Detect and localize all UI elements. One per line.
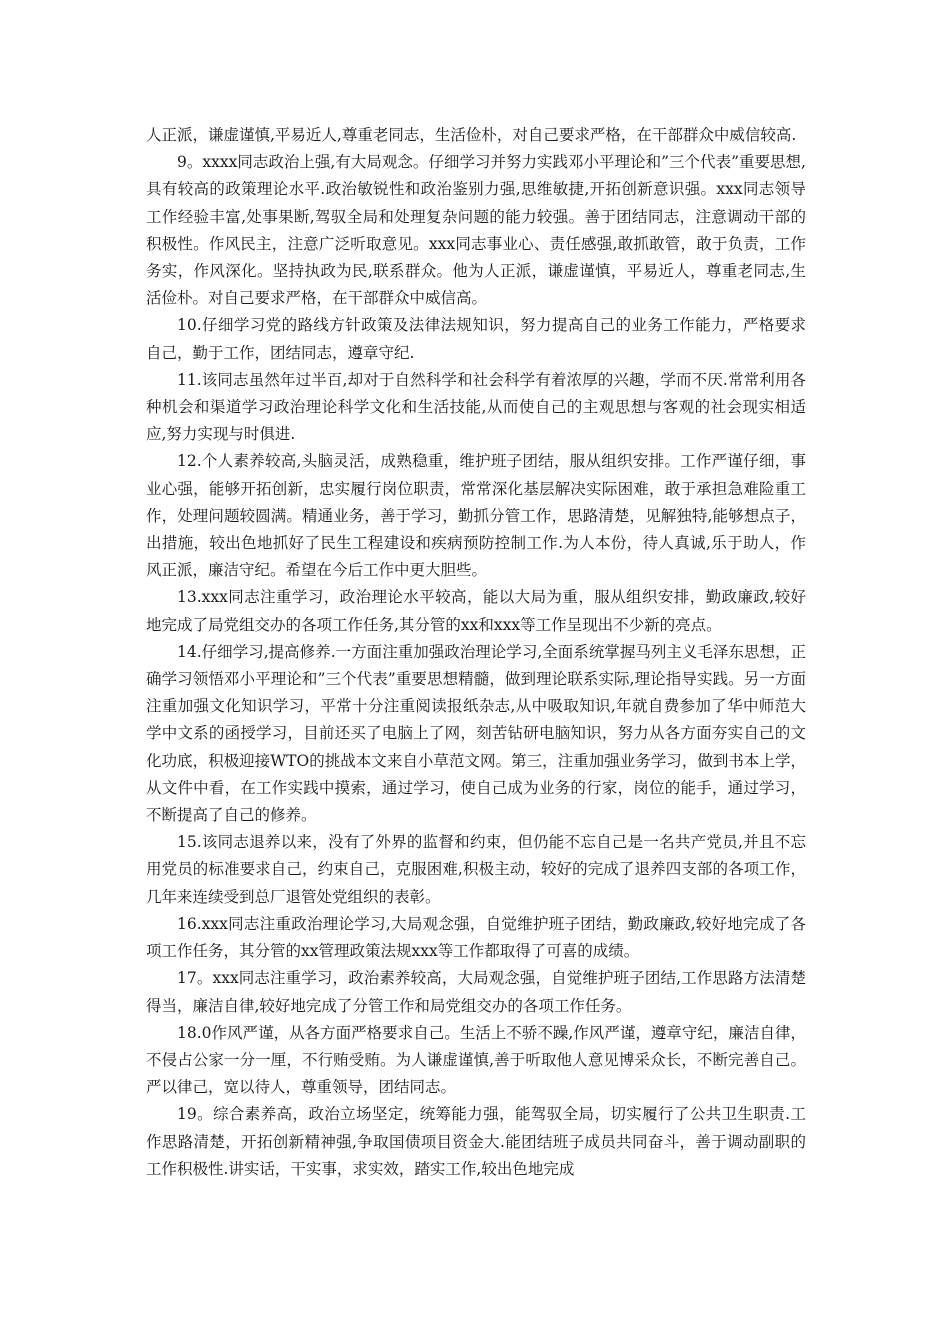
paragraph-12: 12.个人素养较高,头脑灵活，成熟稳重，维护班子团结，服从组织安排。工作严谨仔细，事业心强，能够开拓创新，忠实履行岗位职责，常常深化基层解决实际困难，敢于承担急难险重工作，处理问题较圆满。精通业务，善于学习，勤抓分管工作，思路清楚，见解独特,能够想点子，出措施，较出色地抓好了民生工程建设和疾病预防控制工作.为人本份，待人真诚,乐于助人，作风正派，廉洁守纪。希望在今后工作中更大胆些。 [146, 452, 806, 580]
paragraph-17: 17。xxx同志注重学习，政治素养较高，大局观念强，自觉维护班子团结,工作思路方法清楚得当，廉洁自律,较好地完成了分管工作和局党组交办的各项工作任务。 [146, 969, 806, 1015]
paragraph-10: 10.仔细学习党的路线方针政策及法律法规知识，努力提高自己的业务工作能力，严格要求自己，勤于工作，团结同志，遵章守纪. [146, 316, 806, 362]
paragraph-18: 18.0作风严谨，从各方面严格要求自己。生活上不骄不躁,作风严谨，遵章守纪，廉洁自律，不侵占公家一分一厘，不行贿受贿。为人谦虚谨慎,善于听取他人意见博采众长，不断完善自己。严以律己，宽以待人，尊重领导，团结同志。 [146, 1023, 806, 1097]
paragraph-11: 11.该同志虽然年过半百,却对于自然科学和社会科学有着浓厚的兴趣，学而不厌.常常利用各种机会和渠道学习政治理论科学文化和生活技能,从而使自己的主观思想与客观的社会现实相适应,努力实现与时俱进. [146, 370, 806, 444]
paragraph-15: 15.该同志退养以来，没有了外界的监督和约束，但仍能不忘自己是一名共产党员,并且不忘用党员的标准要求自己，约束自己，克服困难,积极主动，较好的完成了退养四支部的各项工作，几年来连续受到总厂退管处党组织的表彰。 [146, 833, 806, 906]
paragraph-14: 14.仔细学习,提高修养.一方面注重加强政治理论学习,全面系统掌握马列主义毛泽东思想，正确学习领悟邓小平理论和”三个代表”重要思想精髓，做到理论联系实际,理论指导实践。另一方面注重加强文化知识学习，平常十分注重阅读报纸杂志,从中吸取知识,年就自费参加了华中师范大学中文系的函授学习，目前还买了电脑上了网，刻苦钻研电脑知识，努力从各方面夯实自己的文化功底，积极迎接WTO的挑战本文来自小草范文网。第三，注重加强业务学习，做到书本上学，从文件中看，在工作实践中摸索，通过学习，使自己成为业务的行家，岗位的能手，通过学习，不断提高了自己的修养。 [146, 642, 806, 825]
document-body [146, 122, 806, 1183]
paragraph-16: 16.xxx同志注重政治理论学习,大局观念强，自觉维护班子团结，勤政廉政,较好地完成了各项工作任务，其分管的xx管理政策法规xxx等工作都取得了可喜的成绩。 [146, 914, 806, 961]
paragraph-9: 9。xxxx同志政治上强,有大局观念。仔细学习并努力实践邓小平理论和”三个代表”重要思想,具有较高的政策理论水平.政治敏锐性和政治鉴别力强,思维敏捷,开拓创新意识强。xxx同志领导工作经验丰富,处事果断,驾驭全局和处理复杂问题的能力较强。善于团结同志，注意调动干部的积极性。作风民主，注意广泛听取意见。xxx同志事业心、责任感强,敢抓敢管，敢于负责，工作务实，作风深化。坚持执政为民,联系群众。他为人正派，谦虚谨慎，平易近人，尊重老同志,生活俭朴。对自己要求严格，在干部群众中威信高。 [146, 153, 806, 308]
paragraph-19: 19。综合素养高，政治立场坚定，统筹能力强，能驾驭全局，切实履行了公共卫生职责.工作思路清楚，开拓创新精神强,争取国债项目资金大.能团结班子成员共同奋斗，善于调动副职的工作积极性.讲实话，干实事，求实效，踏实工作,较出色地完成 [146, 1105, 806, 1178]
paragraph-13: 13.xxx同志注重学习，政治理论水平较高，能以大局为重，服从组织安排，勤政廉政,较好地完成了局党组交办的各项工作任务,其分管的xx和xxx等工作呈现出不少新的亮点。 [146, 588, 806, 634]
paragraph-0: 人正派，谦虚谨慎,平易近人,尊重老同志，生活俭朴，对自己要求严格，在干部群众中威信较高. [146, 126, 797, 144]
